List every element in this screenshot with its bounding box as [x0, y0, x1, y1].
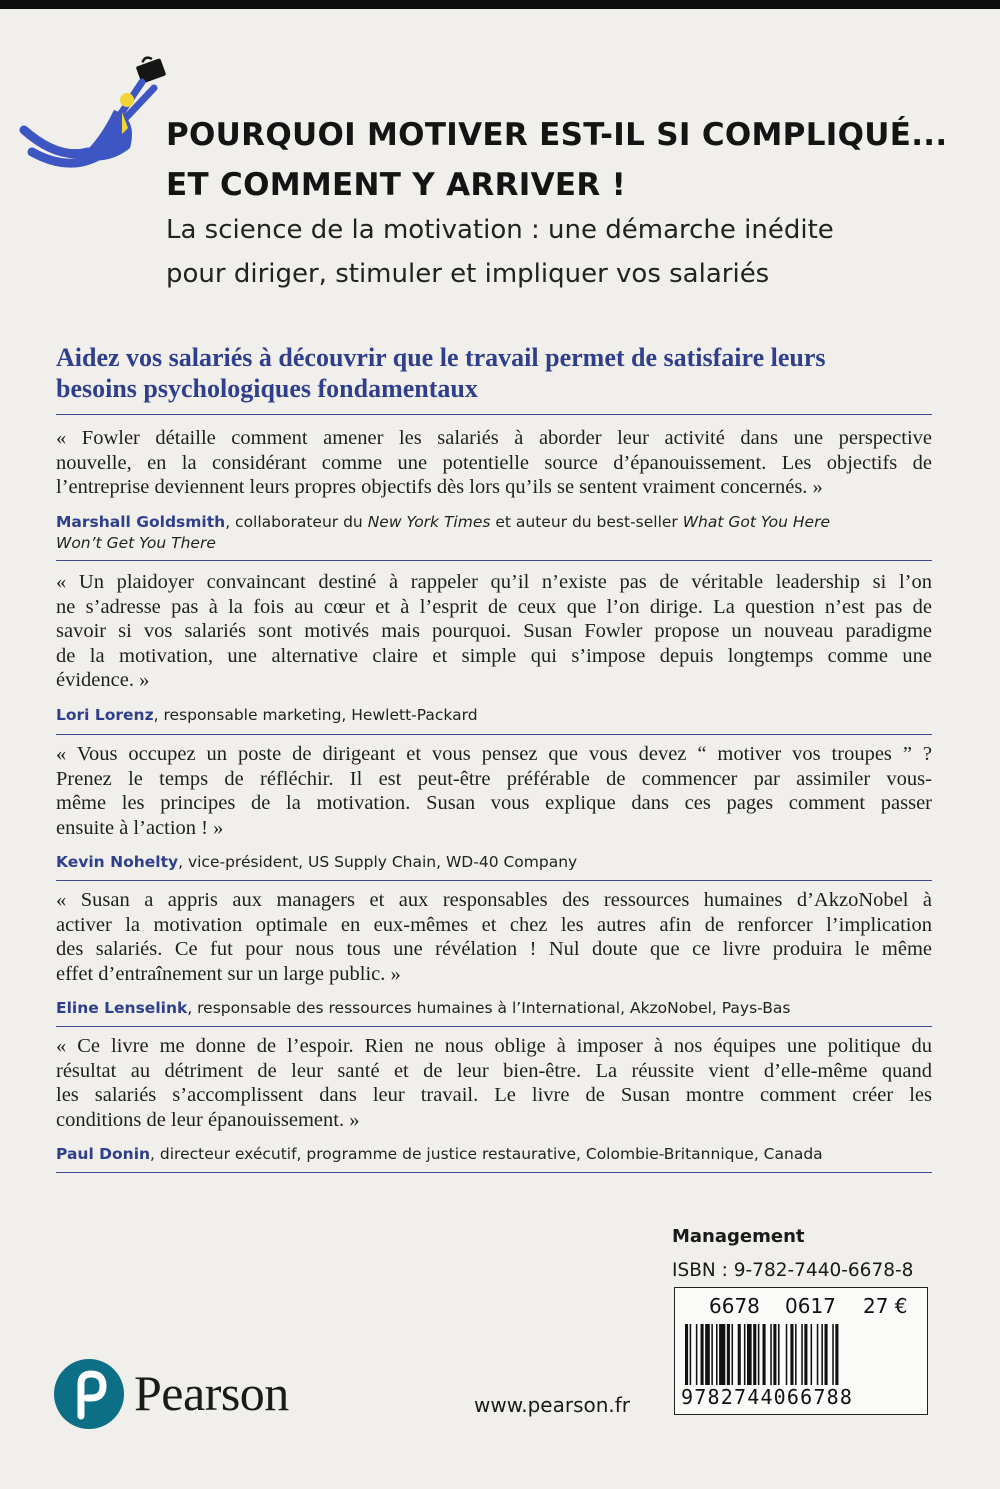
author-name: Marshall Goldsmith: [56, 513, 226, 531]
divider: [56, 1026, 932, 1027]
author-name: Kevin Nohelty: [56, 853, 179, 871]
quote-line: « Ce livre me donne de l’espoir. Rien ne nous oblige à imposer à nos équipes une politique du: [56, 1035, 932, 1057]
quote-line: évidence. »: [56, 669, 150, 691]
testimonial-quote: [56, 570, 932, 693]
barcode-price: 27 €: [863, 1294, 908, 1318]
barcode-code-b: 0617: [785, 1294, 836, 1318]
quote-line: Prenez le temps de réfléchir. Il est peut-être préférable de commencer par assimiler vous-: [56, 767, 932, 790]
divider: [56, 880, 932, 881]
tagline-line-2: besoins psychologiques fondamentaux: [56, 374, 478, 403]
pearson-logo-icon: [53, 1358, 125, 1430]
testimonial-attribution: [56, 998, 932, 1019]
quote-line: « Susan a appris aux managers et aux responsables des ressources humaines d’AkzoNobel à: [56, 889, 932, 911]
quote-line: ne s’adresse pas à la fois au cœur et à l’esprit de ceux que l’on dirige. La question n’est pas de: [56, 595, 932, 618]
headline-line-2: ET COMMENT Y ARRIVER !: [166, 167, 627, 203]
author-role: , collaborateur du: [225, 513, 368, 531]
isbn-label: ISBN : 9-782-7440-6678-8: [672, 1260, 914, 1281]
author-role: , responsable marketing, Hewlett-Packard: [153, 706, 478, 724]
publication-title: New York Times: [367, 513, 491, 531]
testimonial-attribution: [56, 512, 932, 554]
quote-line: « Un plaidoyer convaincant destiné à rappeler qu’il n’existe pas de véritable leadership si l’on: [56, 571, 932, 593]
quote-line: « Fowler détaille comment amener les salariés à aborder leur activité dans une perspective: [56, 427, 932, 449]
author-role: , directeur exécutif, programme de justice restaurative, Colombie-Britannique, Canada: [150, 1145, 823, 1163]
quote-line: même les principes de la motivation. Susan vous explique dans ces pages comment passer: [56, 792, 932, 814]
subtitle-line-2: pour diriger, stimuler et impliquer vos salariés: [166, 259, 770, 289]
author-name: Eline Lenselink: [56, 999, 188, 1017]
tagline: [56, 342, 936, 404]
cover-top-edge: [0, 0, 1000, 9]
book-title: Won’t Get You There: [56, 534, 216, 552]
headline-line-1: POURQUOI MOTIVER EST-IL SI COMPLIQUÉ...: [166, 117, 948, 153]
quote-line: l’entreprise deviennent leurs propres objectifs dès lors qu’ils se sentent vraiment concernés. »: [56, 476, 823, 498]
divider: [56, 414, 932, 415]
barcode-icon: [674, 1287, 928, 1415]
quote-line: effet d’entraînement sur un large public. »: [56, 962, 401, 985]
quote-line: les salariés s’accomplissent dans leur travail. Le livre de Susan montre comment créer les: [56, 1084, 932, 1106]
tagline-line-1: Aidez vos salariés à découvrir que le travail permet de satisfaire leurs: [56, 343, 826, 372]
publisher-wordmark: Pearson: [134, 1365, 289, 1421]
quote-line: de la motivation, une alternative claire et simple qui s’impose depuis longtemps comme une: [56, 644, 932, 667]
book-title: What Got You Here: [682, 513, 830, 531]
publisher-url: www.pearson.fr: [474, 1393, 631, 1417]
barcode-digits: 9782744066788: [681, 1385, 921, 1409]
author-name: Paul Donin: [56, 1145, 151, 1163]
testimonial-quote: [56, 1034, 932, 1132]
quote-line: activer la motivation optimale en eux-mêmes et chez les autres afin de renforcer l’implication: [56, 913, 932, 936]
testimonial-quote: [56, 888, 932, 986]
falling-businessman-illustration: [18, 48, 178, 178]
testimonial-quote: [56, 426, 932, 500]
testimonial-attribution: [56, 705, 932, 726]
quote-line: ensuite à l’action ! »: [56, 816, 224, 839]
author-role: et auteur du best-seller: [490, 513, 683, 531]
headline: [166, 110, 948, 210]
barcode-code-a: 6678: [709, 1294, 760, 1318]
category-label: Management: [672, 1226, 805, 1247]
subtitle-line-1: La science de la motivation : une démarche inédite: [166, 215, 834, 245]
quote-line: « Vous occupez un poste de dirigeant et vous pensez que vous devez “ motiver vos troupes ” ?: [56, 743, 932, 765]
quote-line: nouvelle, en la considérant comme une potentielle source d’épanouissement. Les objectifs de: [56, 451, 932, 474]
quote-line: des salariés. Ce fut pour nous tous une révélation ! Nul doute que ce livre produira le même: [56, 938, 932, 960]
divider: [56, 734, 932, 735]
testimonial-attribution: [56, 1144, 932, 1165]
author-name: Lori Lorenz: [56, 706, 154, 724]
testimonial-attribution: [56, 852, 932, 873]
quote-line: savoir si vos salariés sont motivés mais pourquoi. Susan Fowler propose un nouveau paradigme: [56, 620, 932, 642]
divider: [56, 560, 932, 561]
subtitle: [166, 208, 926, 296]
quote-line: conditions de leur épanouissement. »: [56, 1108, 360, 1131]
author-role: , vice-président, US Supply Chain, WD-40 Company: [178, 853, 578, 871]
testimonial-quote: [56, 742, 932, 840]
divider: [56, 1172, 932, 1173]
author-role: , responsable des ressources humaines à l’International, AkzoNobel, Pays-Bas: [187, 999, 791, 1017]
quote-line: résultat au détriment de leur santé et de leur bien-être. La réussite vient d’elle-même quand: [56, 1059, 932, 1082]
